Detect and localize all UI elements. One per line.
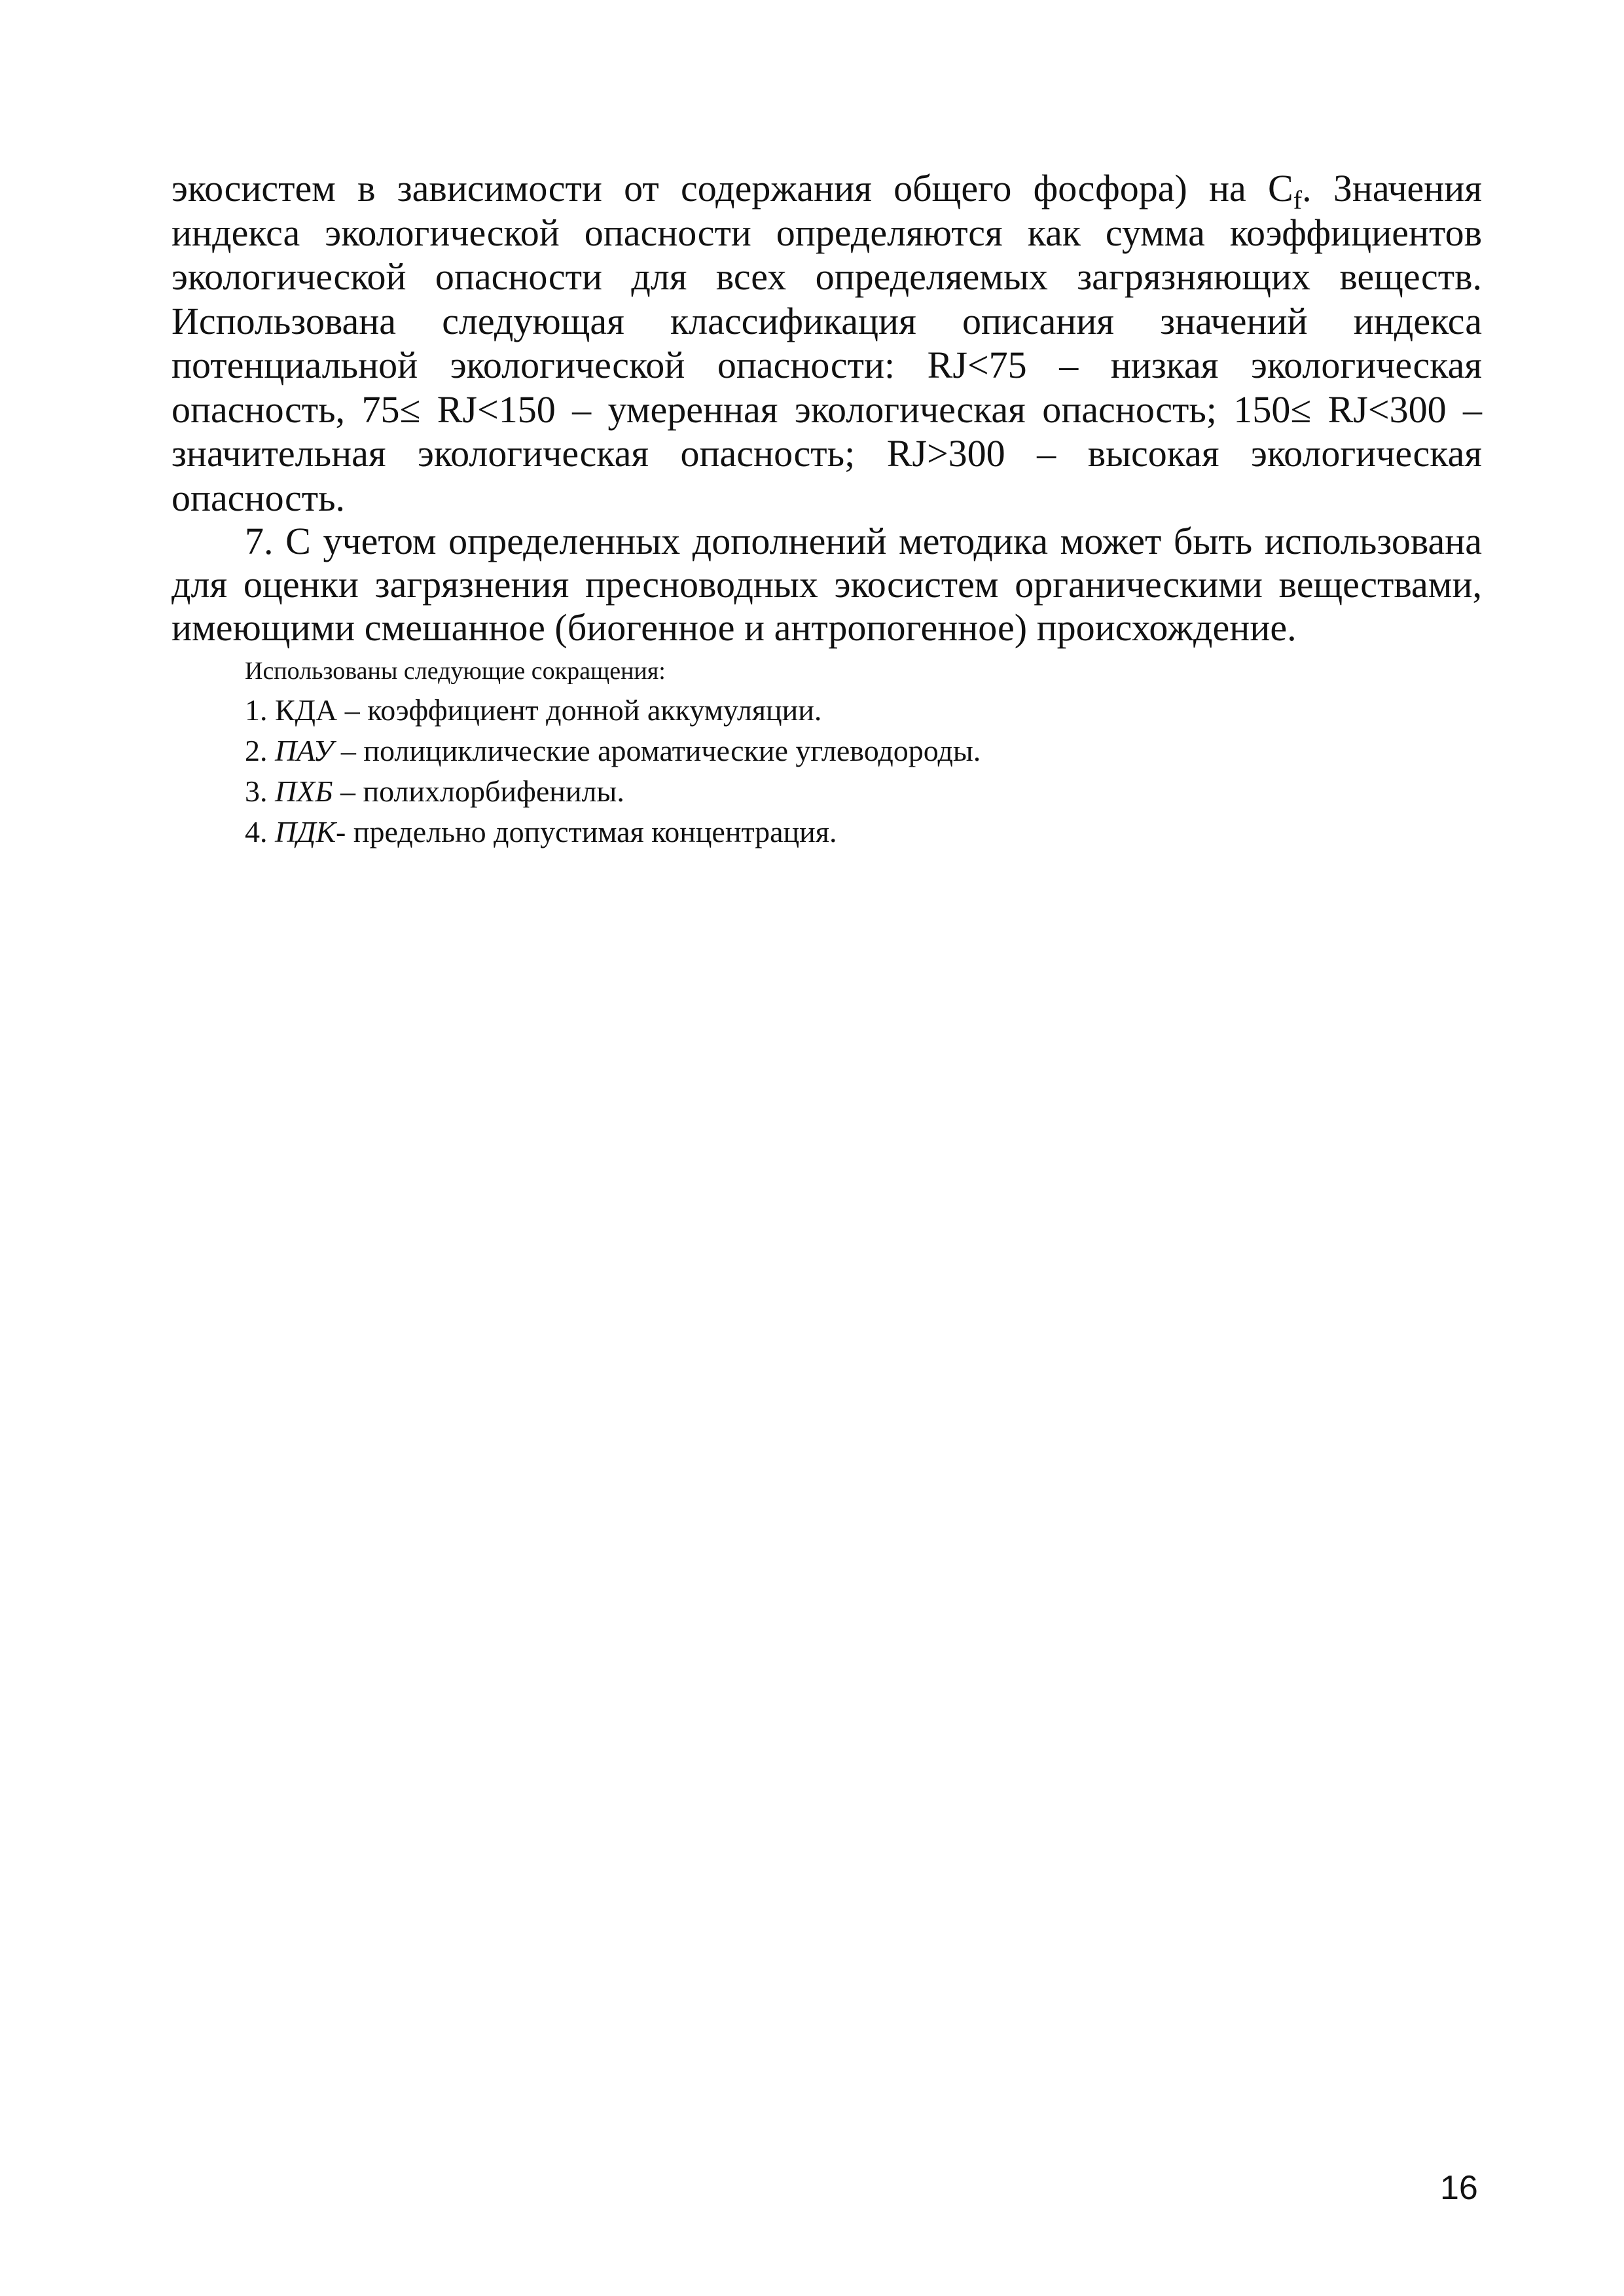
subscript-f: f <box>1293 185 1303 215</box>
abbreviations-list <box>245 656 1423 852</box>
paragraph-ecological-index <box>171 166 1482 520</box>
abbreviation-number: 4. <box>245 815 275 848</box>
abbreviation-item <box>245 771 1423 812</box>
abbreviation-number: 3. <box>245 774 275 808</box>
abbreviation-number: 2. <box>245 734 275 767</box>
abbreviation-definition: – полициклические ароматические углеводороды. <box>333 734 981 767</box>
abbreviation-term: ПХБ <box>275 774 333 808</box>
abbreviation-number: 1. <box>245 693 275 727</box>
body-text <box>171 166 1482 649</box>
paragraph-1-text-start: экосистем в зависимости от содержания общего фосфора) на C <box>171 167 1293 210</box>
abbreviation-definition: – полихлорбифенилы. <box>333 774 624 808</box>
abbreviation-definition: – коэффициент донной аккумуляции. <box>337 693 822 727</box>
paragraph-1-text-end: . Значения индекса экологической опасности определяются как сумма коэффициентов экологической опасности для всех определяемых загрязняющих веществ. Использована следующая классификация описания значений индекса потенциальной экологической опасности: RJ<75 – низкая экологическая опасность, 75≤ RJ<150 – умеренная экологическая опасность; 150≤ RJ<300 – значительная экологическая опасность; RJ>300 – высокая экологическая опасность. <box>171 167 1482 519</box>
page-number: 16 <box>1440 2169 1478 2207</box>
abbreviations-heading: Использованы следующие сокращения: <box>245 657 666 685</box>
abbreviation-term: ПАУ <box>275 734 334 767</box>
abbreviation-term: ПДК- <box>275 815 346 848</box>
abbreviation-item <box>245 690 1423 731</box>
abbreviation-definition: предельно допустимая концентрация. <box>346 815 837 848</box>
abbreviation-term: КДА <box>275 693 338 727</box>
abbreviation-item <box>245 731 1423 771</box>
paragraph-method-note: 7. С учетом определенных дополнений методика может быть использована для оценки загрязнения пресноводных экосистем органическими веществами, имеющими смешанное (биогенное и антропогенное) происхождение. <box>171 520 1482 649</box>
abbreviation-item <box>245 812 1423 852</box>
